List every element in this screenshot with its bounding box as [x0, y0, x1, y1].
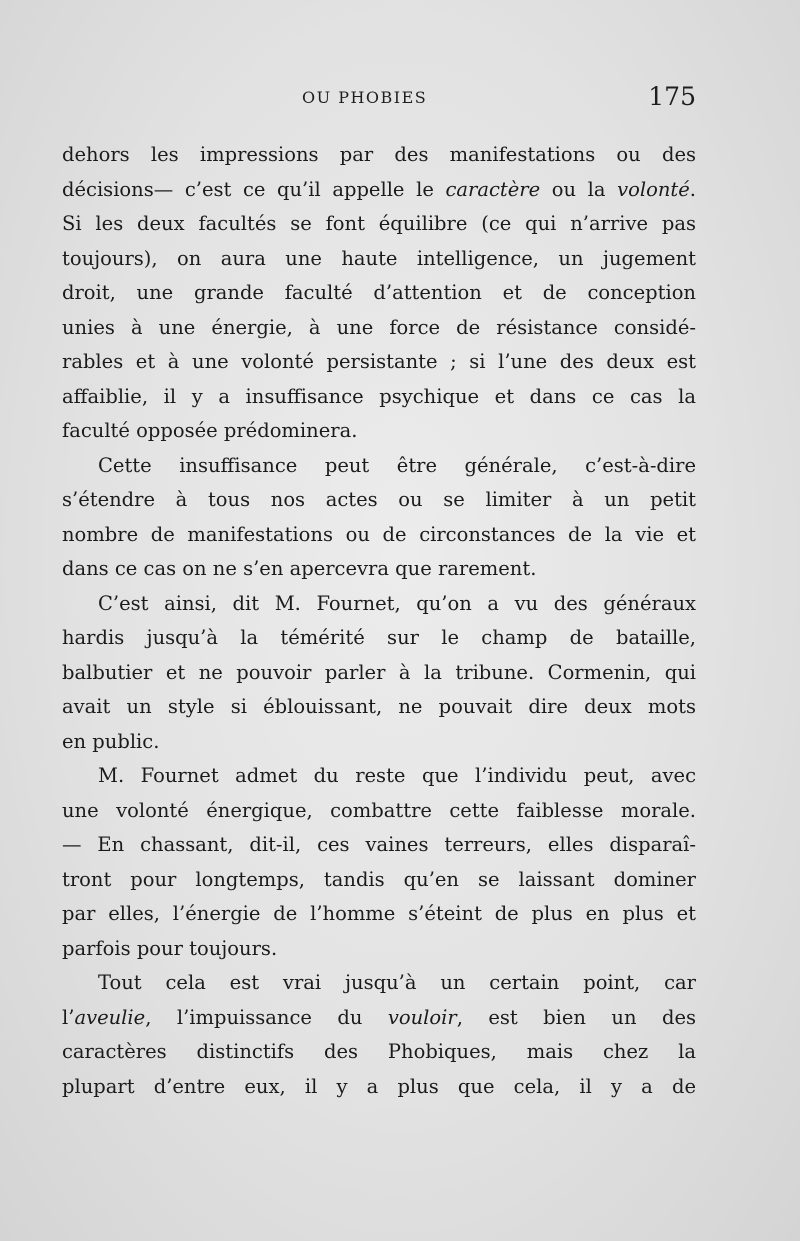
text-line: affaiblie, il y a insuffisance psychique et dans ce cas la — [62, 384, 696, 408]
italic-term: aveulie — [74, 1005, 146, 1029]
text-line: s’étendre à tous nos actes ou se limiter à un petit — [62, 488, 696, 511]
page-number: 175 — [648, 82, 696, 111]
text-line: — En chassant, dit-il, ces vaines terreurs, elles disparaî- — [62, 833, 696, 856]
text-line: dans ce cas on ne s’en apercevra que rarement. — [62, 557, 537, 580]
text-line: caractères distinctifs des Phobiques, mais chez la — [62, 1040, 696, 1063]
text-line: nombre de manifestations ou de circonstances de la vie et — [62, 522, 696, 546]
page-header — [62, 84, 696, 118]
text-line: M. Fournet admet du reste que l’individu peut, avec — [98, 764, 696, 787]
text-line: par elles, l’énergie de l’homme s’éteint de plus en plus et — [62, 902, 696, 925]
text-line: parfois pour toujours. — [62, 936, 278, 960]
text-line: toujours), on aura une haute intelligence, un jugement — [62, 246, 696, 270]
text-line: C’est ainsi, dit M. Fournet, qu’on a vu des généraux — [98, 591, 696, 615]
text-line: Cette insuffisance peut être générale, c’est-à-dire — [98, 453, 696, 477]
text-line: rables et à une volonté persistante ; si l’une des deux est — [62, 350, 696, 373]
text-line: hardis jusqu’à la témérité sur le champ de bataille, — [62, 626, 696, 649]
text-line: avait un style si éblouissant, ne pouvait dire deux mots — [62, 695, 696, 718]
text-line: unies à une énergie, à une force de résistance considé- — [62, 315, 696, 339]
running-title: OU PHOBIES — [302, 88, 428, 107]
text-line: décisions— c’est ce qu’il appelle le caractère ou la volonté. — [62, 177, 696, 201]
italic-term: volonté — [617, 177, 690, 201]
text-line: une volonté énergique, combattre cette faiblesse morale. — [62, 798, 696, 822]
text-line: plupart d’entre eux, il y a plus que cela, il y a de — [62, 1074, 696, 1098]
text-line: l’aveulie, l’impuissance du vouloir, est bien un des — [62, 1005, 697, 1029]
text-line: dehors les impressions par des manifestations ou des — [62, 143, 696, 166]
text-line: Si les deux facultés se font équilibre (ce qui n’arrive pas — [62, 212, 696, 235]
text-line: droit, une grande faculté d’attention et de conception — [62, 281, 696, 304]
text-line: tront pour longtemps, tandis qu’en se laissant dominer — [62, 867, 696, 891]
text-line: balbutier et ne pouvoir parler à la tribune. Cormenin, qui — [62, 660, 696, 684]
body-text — [62, 138, 696, 1104]
text-line: faculté opposée prédominera. — [62, 419, 358, 442]
italic-term: caractère — [445, 177, 541, 201]
italic-term: vouloir — [387, 1005, 457, 1029]
text-line: Tout cela est vrai jusqu’à un certain point, car — [98, 971, 696, 994]
text-line: en public. — [62, 729, 160, 753]
